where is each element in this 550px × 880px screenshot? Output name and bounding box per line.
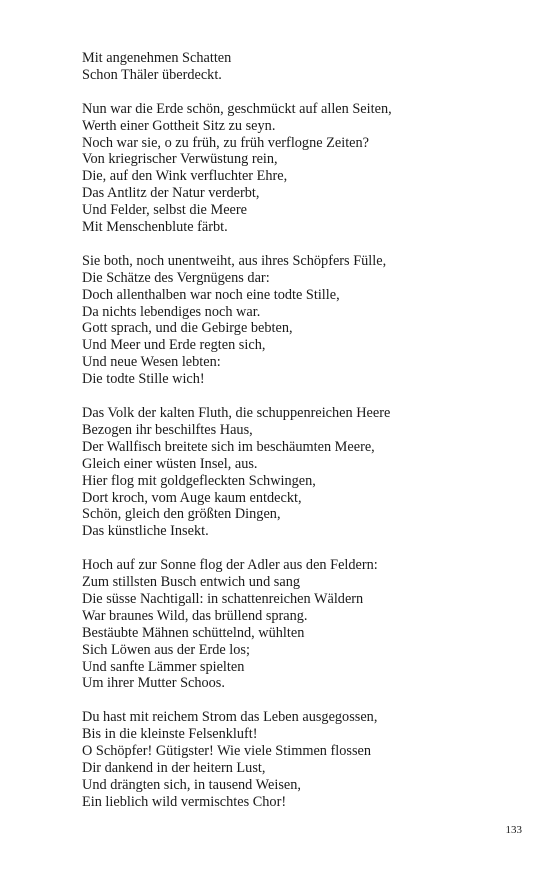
verse-line: Hier flog mit goldgefleckten Schwingen, [82, 472, 316, 489]
verse-line: Nun war die Erde schön, geschmückt auf allen Seiten, [82, 100, 392, 117]
verse-line: Und Meer und Erde regten sich, [82, 337, 266, 354]
verse-line: Das künstliche Insekt. [82, 523, 209, 540]
verse-line: Um ihrer Mutter Schoos. [82, 675, 225, 692]
verse-line: Und Felder, selbst die Meere [82, 202, 247, 219]
verse-line: Mit angenehmen Schatten [82, 50, 232, 66]
verse-line: Gleich einer wüsten Insel, aus. [82, 455, 258, 472]
verse-line: Werth einer Gottheit Sitz zu seyn. [82, 117, 276, 134]
verse-line: Bezogen ihr beschilftes Haus, [82, 421, 253, 438]
verse-line: Von kriegrischer Verwüstung rein, [82, 151, 278, 168]
verse-line: Hoch auf zur Sonne flog der Adler aus den Feldern: [82, 557, 378, 574]
stanza [82, 101, 522, 236]
stanza [82, 253, 522, 388]
verse-line: Doch allenthalben war noch eine todte Stille, [82, 286, 340, 303]
stanza [82, 405, 522, 540]
verse-line: Dort kroch, vom Auge kaum entdeckt, [82, 489, 302, 506]
poem-text [82, 50, 522, 828]
stanza [82, 557, 522, 692]
verse-line: Noch war sie, o zu früh, zu früh verflogne Zeiten? [82, 134, 370, 151]
verse-line: Das Volk der kalten Fluth, die schuppenreichen Heere [82, 404, 391, 421]
verse-line: Ein lieblich wild vermischtes Chor! [82, 793, 287, 810]
verse-line: Da nichts lebendiges noch war. [82, 303, 261, 320]
verse-line: O Schöpfer! Gütigster! Wie viele Stimmen flossen [82, 743, 372, 760]
verse-line: War braunes Wild, das brüllend sprang. [82, 607, 308, 624]
verse-line: Die Schätze des Vergnügens dar: [82, 269, 270, 286]
verse-line: Bis in die kleinste Felsenkluft! [82, 726, 258, 743]
verse-line: Und sanfte Lämmer spielten [82, 658, 245, 675]
verse-line: Der Wallfisch breitete sich im beschäumten Meere, [82, 438, 375, 455]
verse-line: Das Antlitz der Natur verderbt, [82, 185, 260, 202]
verse-line: Die todte Stille wich! [82, 371, 205, 388]
verse-line: Zum stillsten Busch entwich und sang [82, 574, 301, 591]
verse-line: Mit Menschenblute färbt. [82, 219, 228, 236]
verse-line: Die, auf den Wink verfluchter Ehre, [82, 168, 288, 185]
verse-line: Schon Thäler überdeckt. [82, 66, 222, 83]
verse-line: Und neue Wesen lebten: [82, 354, 221, 371]
stanza [82, 50, 522, 84]
verse-line: Sich Löwen aus der Erde los; [82, 641, 250, 658]
verse-line: Sie both, noch unentweiht, aus ihres Schöpfers Fülle, [82, 252, 387, 269]
verse-line: Und drängten sich, in tausend Weisen, [82, 776, 301, 793]
verse-line: Bestäubte Mähnen schüttelnd, wühlten [82, 624, 305, 641]
verse-line: Schön, gleich den größten Dingen, [82, 506, 281, 523]
verse-line: Gott sprach, und die Gebirge bebten, [82, 320, 293, 337]
page-number: 133 [505, 824, 522, 836]
verse-line: Die süsse Nachtigall: in schattenreichen Wäldern [82, 590, 364, 607]
stanza [82, 709, 522, 810]
verse-line: Dir dankend in der heitern Lust, [82, 759, 266, 776]
verse-line: Du hast mit reichem Strom das Leben ausgegossen, [82, 709, 378, 726]
